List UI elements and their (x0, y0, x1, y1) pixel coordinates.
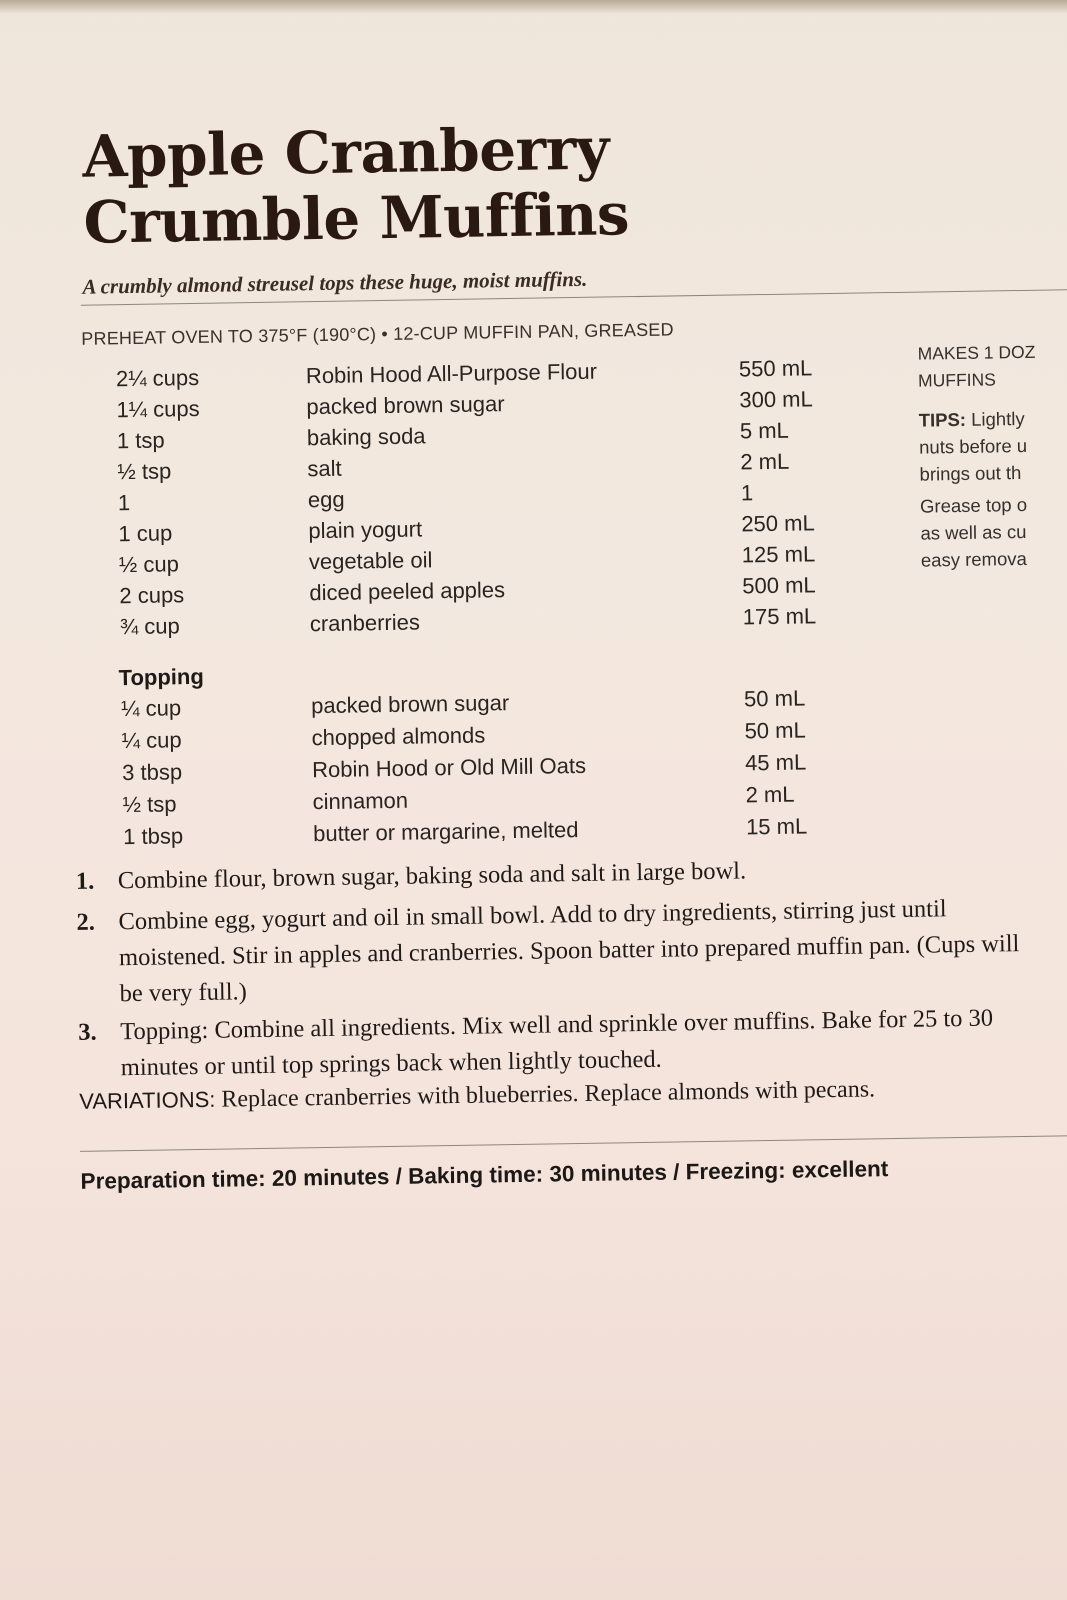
topping-metric: 50 mL (744, 717, 806, 744)
topping-metric: 15 mL (745, 813, 808, 840)
makes-line-1: MAKES 1 DOZ (917, 341, 1036, 364)
topping-amount: 1 tbsp (122, 823, 184, 850)
step-number: 3. (78, 1018, 97, 1046)
title-line-2: Crumble Muffins (82, 180, 630, 257)
sidebar-notes (917, 338, 1067, 573)
ingredient-metric: 300 mL (739, 386, 813, 413)
tips-line-1 (919, 404, 1067, 433)
topping-heading: Topping (118, 663, 204, 691)
topping-metric: 45 mL (744, 749, 807, 776)
title-line-1: Apple Cranberry (81, 114, 610, 191)
step-number: 2. (76, 908, 96, 936)
step-text: Combine flour, brown sugar, baking soda and salt in large bowl. (117, 857, 747, 895)
variations-text: Replace cranberries with blueberries. Replace almonds with pecans. (215, 1076, 876, 1113)
tips-line-2: nuts before u (918, 434, 1028, 458)
ingredient-metric: 250 mL (741, 510, 815, 537)
step-text: Combine egg, yogurt and oil in small bowl. Add to dry ingredients, stirring just until moistened. Stir in apples and cranberries. Spoon batter into prepared muffin pan. (Cups will be very full.) (118, 895, 1020, 1008)
divider-bottom (80, 1135, 1067, 1152)
ingredient-metric: 175 mL (742, 603, 817, 630)
topping-name: butter or margarine, melted (312, 817, 579, 847)
ingredient-name: packed brown sugar (306, 391, 505, 420)
topping-amount: ¼ cup (120, 695, 182, 722)
time-summary: Preparation time: 20 minutes / Baking time: 30 minutes / Freezing: excellent (80, 1156, 889, 1194)
ingredient-name: Robin Hood All-Purpose Flour (305, 358, 598, 389)
topping-amount: ¼ cup (121, 727, 182, 754)
step-text: Topping: Combine all ingredients. Mix well and sprinkle over muffins. Bake for 25 to 30 minutes or until top springs back when lightly touched. (120, 1004, 994, 1082)
ingredient-amount: ½ tsp (117, 458, 172, 485)
topping-metric: 2 mL (745, 781, 795, 808)
ingredient-name: cranberries (309, 609, 421, 637)
topping-name: chopped almonds (311, 722, 486, 751)
ingredient-metric: 2 mL (740, 448, 790, 475)
topping-amount: ½ tsp (122, 791, 177, 818)
tips-text-1: Lightly (965, 407, 1025, 430)
recipe-title (82, 115, 630, 256)
ingredient-amount: 2¼ cups (115, 364, 200, 392)
ingredient-metric: 125 mL (741, 541, 816, 568)
topping-name: cinnamon (312, 787, 409, 815)
ingredient-metric: 500 mL (742, 572, 816, 599)
ingredient-metric: 5 mL (739, 417, 789, 444)
recipe-subtitle: A crumbly almond streusel tops these huge, moist muffins. (82, 266, 588, 299)
ingredient-amount: 1¼ cups (116, 395, 200, 423)
ingredient-metric: 550 mL (738, 355, 813, 382)
ingredient-amount: 2 cups (119, 582, 185, 609)
ingredient-amount: 1 tsp (116, 427, 165, 454)
topping-amount: 3 tbsp (121, 759, 183, 786)
ingredient-metric: 1 (740, 480, 754, 506)
ingredient-amount: ¾ cup (119, 613, 180, 640)
ingredient-amount: ½ cup (118, 551, 180, 578)
tips-line-5: as well as cu (920, 520, 1027, 544)
ingredient-amount: 1 (117, 490, 131, 516)
tips-line-6: easy remova (920, 547, 1027, 571)
ingredient-name: vegetable oil (308, 547, 433, 575)
topping-name: packed brown sugar (310, 690, 510, 719)
ingredient-name: baking soda (306, 423, 426, 451)
tips-label: TIPS: (918, 408, 967, 431)
ingredient-name: egg (307, 486, 345, 513)
topping-name: Robin Hood or Old Mill Oats (311, 752, 587, 783)
topping-metric: 50 mL (743, 685, 806, 712)
variations-label: VARIATIONS: (79, 1086, 216, 1114)
preheat-line: PREHEAT OVEN TO 375°F (190°C) • 12-CUP MUFFIN PAN, GREASED (81, 319, 674, 349)
makes-line-2: MUFFINS (917, 369, 997, 391)
tips-line-3: brings out th (919, 462, 1022, 485)
step-number: 1. (75, 867, 95, 895)
ingredient-name: salt (307, 455, 342, 482)
ingredient-name: plain yogurt (308, 516, 423, 544)
tips-line-4: Grease top o (919, 493, 1028, 517)
ingredient-amount: 1 cup (118, 520, 173, 547)
ingredient-name: diced peeled apples (309, 577, 506, 606)
